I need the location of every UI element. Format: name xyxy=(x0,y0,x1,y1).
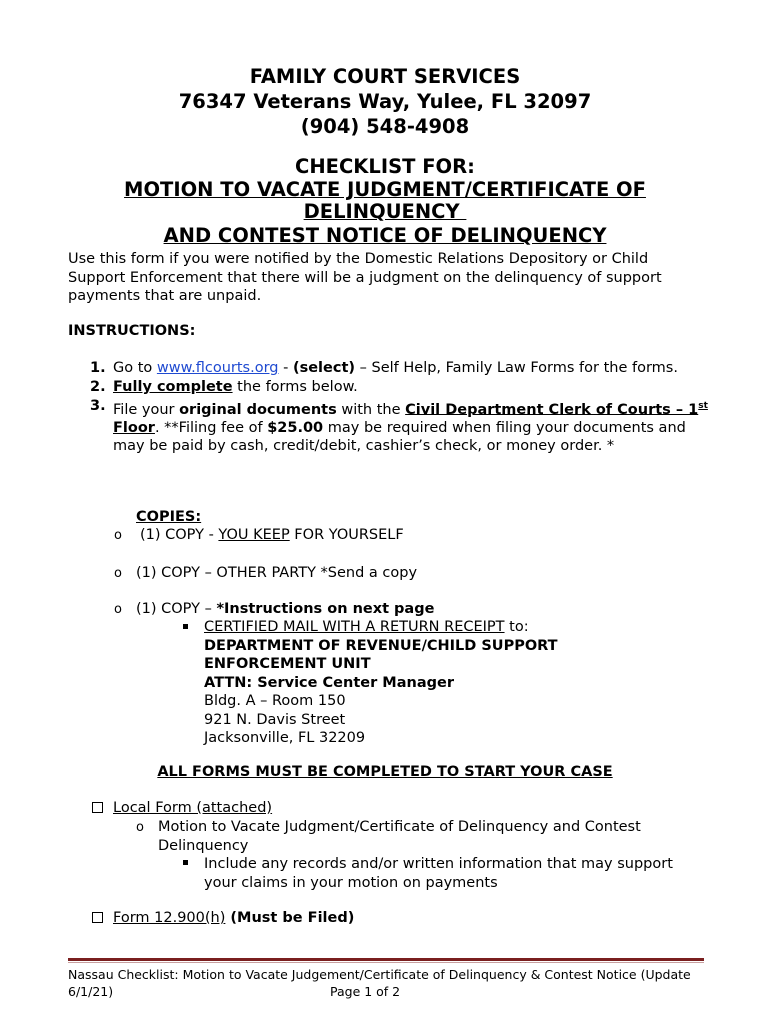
certified-mail-line: CERTIFIED MAIL WITH A RETURN RECEIPT to: xyxy=(204,619,529,635)
local-form-checkbox[interactable] xyxy=(92,802,103,813)
instruction-number: 3. xyxy=(90,397,106,414)
instruction-item-2: 2. Fully complete the forms below. xyxy=(90,379,358,395)
title-line-4: AND CONTEST NOTICE OF DELINQUENCY xyxy=(163,224,607,247)
office-phone: (904) 548-4908 xyxy=(300,115,470,138)
footer-text: Nassau Checklist: Motion to Vacate Judgement/Certificate of Delinquency & Contest Notice (Update 6/1/21) xyxy=(68,967,691,999)
footer xyxy=(68,966,708,1000)
local-form-label: Local Form (attached) xyxy=(113,800,273,816)
form-12900h-checkbox[interactable] xyxy=(92,912,103,923)
address-line: DEPARTMENT OF REVENUE/CHILD SUPPORT xyxy=(204,637,558,654)
form-12900h-item: Form 12.900(h) (Must be Filed) xyxy=(113,910,355,926)
instruction-number: 2. xyxy=(90,379,106,395)
office-name: FAMILY COURT SERVICES xyxy=(249,65,521,88)
title-line-2: MOTION TO VACATE JUDGMENT/CERTIFICATE OF xyxy=(124,178,646,201)
instructions-heading: INSTRUCTIONS: xyxy=(68,323,196,339)
copy-bullet: o xyxy=(114,566,122,581)
instruction-item-3: 3. File your original documents with the Civil Department Clerk of Courts – 1st Floor. **Filing fee of $25.00 may be required when filing your documents and may be paid by cash, credit/debit, cashier’s check, or money order. * xyxy=(90,397,708,455)
certified-mail-block xyxy=(204,618,684,748)
copies-heading: COPIES: xyxy=(136,509,202,525)
sub-bullet: o xyxy=(136,820,144,835)
address-line: Jacksonville, FL 32209 xyxy=(204,730,366,746)
footer-rule xyxy=(68,958,704,961)
office-header xyxy=(0,64,770,139)
instruction-number: 1. xyxy=(90,360,106,376)
footer-rule-thin xyxy=(68,962,704,963)
square-bullet-icon xyxy=(183,624,188,629)
address-line: ENFORCEMENT UNIT xyxy=(204,656,371,672)
copy-item-1: (1) COPY - YOU KEEP FOR YOURSELF xyxy=(140,527,404,543)
copy-bullet: o xyxy=(114,602,122,617)
copy-item-2: (1) COPY – OTHER PARTY *Send a copy xyxy=(136,565,418,581)
title-line-3: DELINQUENCY xyxy=(303,200,467,223)
checklist-title xyxy=(0,154,770,249)
copy-item-3: (1) COPY – *Instructions on next page xyxy=(136,601,435,617)
instruction-item-1: 1. Go to www.flcourts.org - (select) – Self Help, Family Law Forms for the forms. xyxy=(68,358,708,379)
address-line: 921 N. Davis Street xyxy=(204,711,346,728)
title-line-1: CHECKLIST FOR: xyxy=(295,155,475,178)
copy-bullet: o xyxy=(114,528,122,543)
office-address: 76347 Veterans Way, Yulee, FL 32097 xyxy=(178,90,592,113)
square-bullet-icon xyxy=(183,860,188,865)
address-line: Bldg. A – Room 150 xyxy=(204,693,346,709)
flcourts-link[interactable]: www.flcourts.org xyxy=(156,360,279,376)
include-records-item: Include any records and/or written information that may support your claims in your motion on payments xyxy=(204,856,673,891)
all-forms-notice: ALL FORMS MUST BE COMPLETED TO START YOUR CASE xyxy=(157,764,613,780)
instructions-list xyxy=(68,358,708,456)
page-number: Page 1 of 2 xyxy=(330,984,401,999)
motion-item: Motion to Vacate Judgment/Certificate of Delinquency and Contest Delinquency xyxy=(158,819,641,854)
intro-paragraph: Use this form if you were notified by the Domestic Relations Depository or Child Support Enforcement that there will be a judgment on the delinquency of support payments that are unpaid. xyxy=(68,251,662,304)
address-line: ATTN: Service Center Manager xyxy=(204,674,454,691)
